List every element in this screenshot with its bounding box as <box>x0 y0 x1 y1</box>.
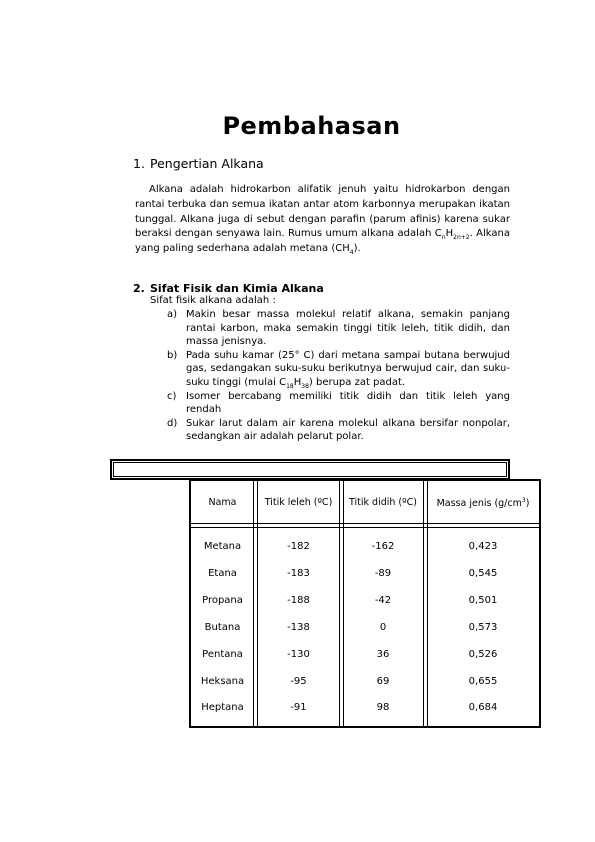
cell-titik-leleh: -182 <box>287 541 310 552</box>
header-sup: 3 <box>521 497 526 504</box>
list-item <box>167 349 510 390</box>
cell-titik-didih: 69 <box>376 675 390 687</box>
header-divider <box>191 523 539 528</box>
cell-massa-jenis: 0,545 <box>468 567 498 579</box>
cell-nama: Heksana <box>200 675 245 687</box>
cell-titik-didih: 0 <box>379 621 387 633</box>
list-item <box>167 417 510 444</box>
para-text-b: H <box>445 228 454 240</box>
cell-nama: Butana <box>204 621 241 633</box>
cell-titik-leleh: -91 <box>290 702 307 714</box>
list-text-main: Pada suhu kamar (25° C) dari metana sampai butana berwujud gas, sedangakan suku-suku berikutnya berwujud cair, dan suku-suku tinggi (mulai C <box>186 349 510 388</box>
page-title: Pembahasan <box>222 112 401 140</box>
list-text-end: ) berupa zat padat. <box>308 376 406 388</box>
section-1-title: Pengertian Alkana <box>150 156 264 171</box>
header-nama: Nama <box>208 497 237 508</box>
list-text <box>186 349 510 390</box>
cell-nama: Etana <box>208 567 237 579</box>
cell-nama: Metana <box>203 541 242 552</box>
section-2-heading <box>133 282 324 295</box>
header-titik-didih: Titik didih (ºC) <box>349 497 417 508</box>
list-text: Sukar larut dalam air karena molekul alkana bersifar nonpolar, sedangkan air adalah pelarut polar. <box>186 417 510 443</box>
alkane-properties-table <box>189 479 541 728</box>
para-sub-n: n <box>441 234 446 242</box>
section-1-heading <box>133 156 264 171</box>
header-massa-jenis <box>427 497 539 509</box>
cell-nama: Propana <box>202 594 243 606</box>
list-text: Makin besar massa molekul relatif alkana, semakin panjang rantai karbon, maka semakin tinggi titik leleh, titik didih, dan massa jenisnya. <box>186 309 510 348</box>
cell-titik-leleh: -188 <box>287 594 310 606</box>
para-sub-2n2: 2n+2 <box>453 234 470 242</box>
list-marker: d) <box>167 417 178 429</box>
para-text-a: Alkana adalah hidrokarbon alifatik jenuh yaitu hidrokarbon dengan rantai terbuka dan semua ikatan antar atom karbonnya merupakan ikatan tunggal. Alkana juga di sebut dengan parafin (parum afinis) karena sukar beraksi dengan senyawa lain. Rumus umum alkana adalah C <box>135 184 510 240</box>
cell-massa-jenis: 0,684 <box>468 702 498 714</box>
cell-titik-didih: -162 <box>371 541 395 552</box>
cell-titik-leleh: -183 <box>287 567 310 579</box>
property-list <box>167 308 510 444</box>
cell-titik-didih: 36 <box>376 648 390 660</box>
cell-titik-leleh: -138 <box>287 621 310 633</box>
cell-titik-didih: -89 <box>374 567 392 579</box>
cell-titik-leleh: -95 <box>290 675 307 687</box>
section-2-number: 2. <box>133 282 145 295</box>
section-2-title: Sifat Fisik dan Kimia Alkana <box>150 282 324 295</box>
list-item <box>167 390 510 417</box>
cell-massa-jenis: 0,655 <box>468 675 498 687</box>
cell-titik-didih: -42 <box>374 594 392 606</box>
list-marker: a) <box>167 309 178 320</box>
sub-18: 18 <box>286 382 294 390</box>
cell-nama: Pentana <box>202 648 243 660</box>
cell-massa-jenis: 0,573 <box>468 621 498 633</box>
section-1-number: 1. <box>133 156 145 171</box>
cell-nama: Heptana <box>201 702 244 714</box>
para-text-d: ). <box>353 243 361 255</box>
header-titik-leleh: Titik leleh (ºC) <box>264 497 333 508</box>
list-text: Isomer bercabang memiliki titik didih dan titik leleh yang rendah <box>186 390 510 416</box>
cell-massa-jenis: 0,501 <box>468 594 498 606</box>
section-2-intro: Sifat fisik alkana adalah : <box>150 295 276 306</box>
list-item <box>167 308 510 349</box>
list-marker: b) <box>167 349 178 361</box>
cell-massa-jenis: 0,423 <box>468 541 498 552</box>
cell-massa-jenis: 0,526 <box>468 648 498 660</box>
para-sub-4: 4 <box>349 249 354 257</box>
section-1-paragraph <box>135 183 510 257</box>
cell-titik-leleh: -130 <box>287 648 310 660</box>
sub-38: 38 <box>301 382 309 390</box>
para-text-c: . Alkana yang paling sederhana adalah metana (CH <box>135 228 510 255</box>
empty-caption-bar <box>110 459 510 480</box>
cell-titik-didih: 98 <box>376 702 390 714</box>
list-marker: c) <box>167 390 177 402</box>
list-text-h: H <box>293 376 302 388</box>
header-massa-jenis-text: Massa jenis (g/cm <box>436 498 522 510</box>
header-end: ) <box>525 498 530 510</box>
